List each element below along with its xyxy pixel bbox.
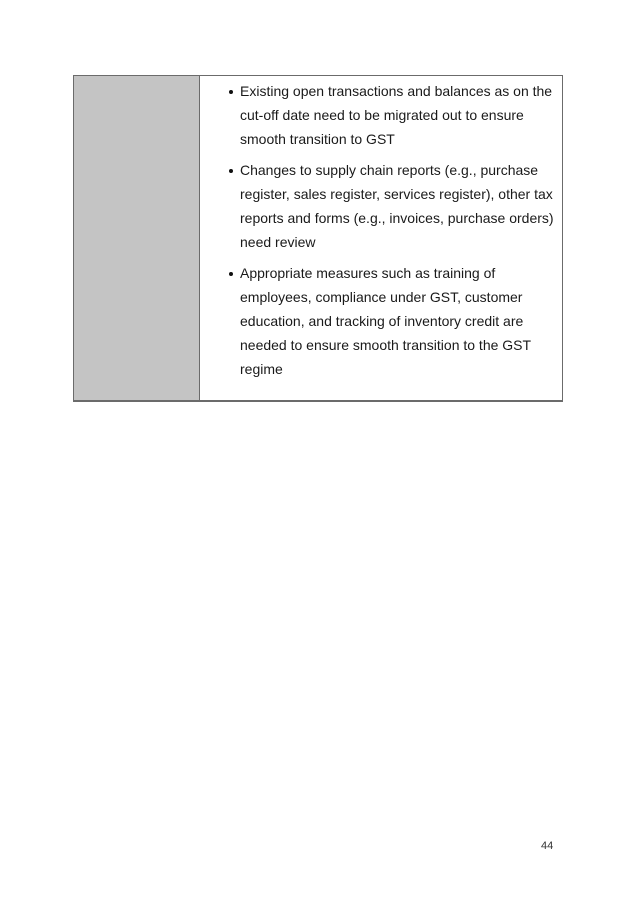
bullet-icon [229, 169, 233, 173]
bullet-text: Appropriate measures such as training of employees, compliance under GST, customer education, and tracking of inventory credit are needed to ensure smooth transition to the GST regime [240, 265, 531, 377]
content-table [73, 75, 563, 402]
page-number: 44 [541, 840, 554, 852]
table-content-cell [200, 76, 562, 400]
bullet-text: Changes to supply chain reports (e.g., purchase register, sales register, services register), other tax reports and forms (e.g., invoices, purchase orders) need review [240, 162, 554, 250]
bullet-icon [229, 90, 233, 94]
table-label-cell [74, 76, 200, 400]
bullet-text: Existing open transactions and balances as on the cut-off date need to be migrated out to ensure smooth transition to GST [240, 83, 553, 147]
bullet-icon [229, 272, 233, 276]
